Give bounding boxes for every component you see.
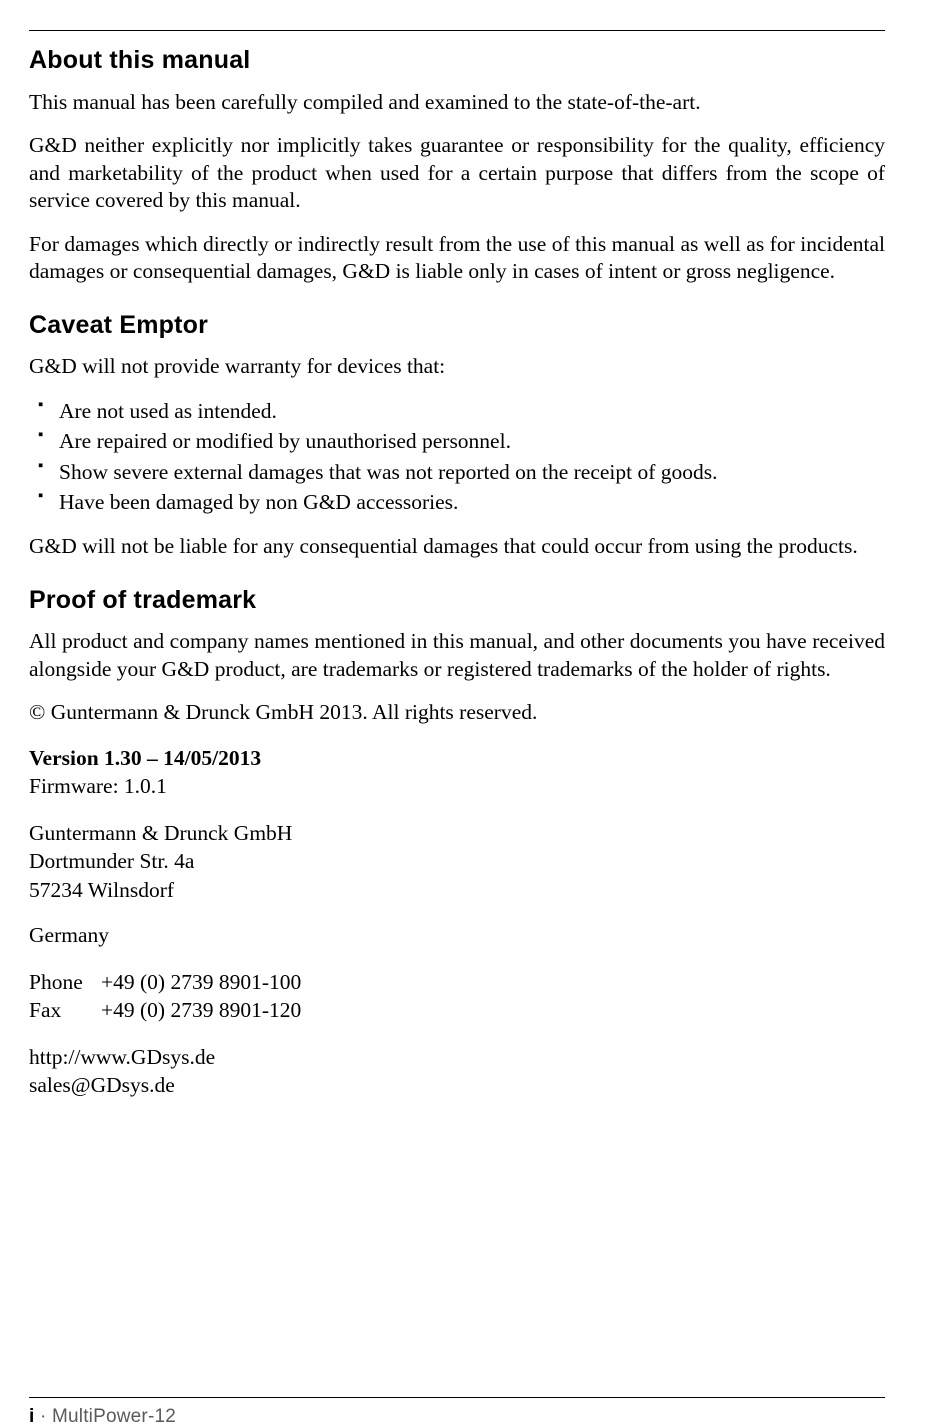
address-city: 57234 Wilnsdorf	[29, 877, 175, 902]
list-item: ▪ Have been damaged by non G&D accessories.	[29, 488, 885, 517]
list-item: ▪ Show severe external damages that was not reported on the receipt of goods.	[29, 458, 885, 487]
version-block	[29, 745, 885, 801]
web-block	[29, 1043, 885, 1100]
phone-label: Phone	[29, 969, 83, 994]
address-country: Germany	[29, 922, 109, 947]
list-item: ▪ Are not used as intended.	[29, 397, 885, 426]
trademark-paragraph-1: All product and company names mentioned in this manual, and other documents you have received alongside your G&D product, are trademarks or registered trademarks of the holder of rights.	[29, 629, 885, 681]
footer-page-number: i	[29, 1406, 35, 1427]
about-paragraph-1: This manual has been carefully compiled and examined to the state-of-the-art.	[29, 89, 701, 114]
section-heading-proof-of-trademark: Proof of trademark	[29, 585, 257, 614]
firmware-line: Firmware: 1.0.1	[29, 773, 167, 798]
address-company: Guntermann & Drunck GmbH	[29, 820, 293, 845]
page-footer	[29, 1397, 885, 1428]
list-item: ▪ Are repaired or modified by unauthorised personnel.	[29, 427, 885, 456]
website-link[interactable]: http://www.GDsys.de	[29, 1044, 216, 1069]
footer-product-name: MultiPower-12	[51, 1406, 177, 1427]
address-street: Dortmunder Str. 4a	[29, 849, 195, 874]
section-heading-about: About this manual	[29, 46, 251, 74]
caveat-bullet-list	[29, 397, 885, 517]
phone-row	[29, 968, 885, 996]
page-content	[29, 0, 885, 1099]
address-block	[29, 819, 885, 904]
email-link[interactable]: sales@GDsys.de	[29, 1073, 175, 1098]
caveat-outro: G&D will not be liable for any consequential damages that could occur from using the products.	[29, 533, 858, 558]
footer-divider	[29, 1397, 885, 1398]
footer-separator: ·	[39, 1406, 47, 1427]
fax-row	[29, 996, 885, 1024]
footer-content	[29, 1406, 885, 1428]
version-line: Version 1.30 – 14/05/2013	[29, 745, 262, 770]
about-paragraph-2: G&D neither explicitly nor implicitly takes guarantee or responsibility for the quality, efficiency and marketability of the product when used for a certain purpose that differs from the scope of service covered by this manual.	[29, 133, 885, 213]
about-paragraph-3: For damages which directly or indirectly result from the use of this manual as well as for incidental damages or consequential damages, G&D is liable only in cases of intent or gross negligence.	[29, 231, 885, 284]
contact-block	[29, 968, 885, 1025]
section-heading-caveat-emptor: Caveat Emptor	[29, 310, 209, 339]
fax-value: +49 (0) 2739 8901-120	[101, 998, 302, 1023]
phone-value: +49 (0) 2739 8901-100	[101, 969, 302, 994]
fax-label: Fax	[29, 998, 62, 1023]
copyright-line: © Guntermann & Drunck GmbH 2013. All rights reserved.	[29, 700, 538, 725]
caveat-intro: G&D will not provide warranty for devices that:	[29, 354, 446, 379]
header-divider	[29, 30, 885, 31]
